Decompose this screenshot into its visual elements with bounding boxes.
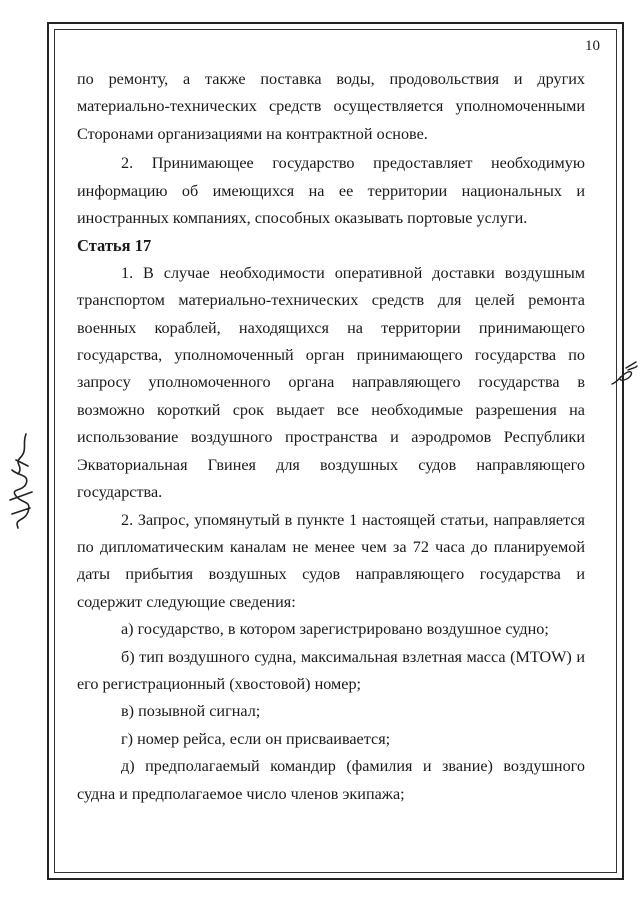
paragraph-continued: по ремонту, а также поставка воды, продовольствия и других материально-технических средств осуществляется уполномоченными Сторонами организациями на контрактной основе. (77, 70, 585, 143)
paragraph-2: 2. Принимающее государство предоставляет необходимую информацию об имеющихся на ее территории национальных и иностранных компаниях, способных оказывать портовые услуги. (77, 154, 585, 228)
list-item-a: а) государство, в котором зарегистрировано воздушное судно; (121, 620, 549, 639)
document-body (77, 66, 585, 808)
page-number: 10 (585, 38, 600, 54)
list-item-d: г) номер рейса, если он присваивается; (121, 729, 391, 748)
list-item-b: б) тип воздушного судна, максимальная взлетная масса (MTOW) и его регистрационный (хвостовой) номер; (77, 647, 585, 693)
handwritten-mark-right (610, 360, 638, 390)
handwritten-initials-left (6, 430, 36, 535)
article-heading: Статья 17 (77, 236, 152, 256)
article-paragraph-2: 2. Запрос, упомянутый в пункте 1 настоящей статьи, направляется по дипломатическим каналам не менее чем за 72 часа до планируемой даты прибытия воздушных судов направляющего государства и содержит следующие сведения: (77, 510, 585, 611)
list-item-e: д) предполагаемый командир (фамилия и звание) воздушного судна и предполагаемое число членов экипажа; (77, 757, 585, 803)
list-item-c: в) позывной сигнал; (121, 702, 261, 721)
article-paragraph-1: 1. В случае необходимости оперативной доставки воздушным транспортом материально-технических средств для целей ремонта военных кораблей, находящихся на территории принимающего государства, уполномоченный орган принимающего государства по запросу уполномоченного органа направляющего государства в возможно короткий срок выдает все необходимые разрешения на использование воздушного пространства и аэродромов Республики Экваториальная Гвинея для воздушных судов направляющего государства. (77, 263, 585, 502)
